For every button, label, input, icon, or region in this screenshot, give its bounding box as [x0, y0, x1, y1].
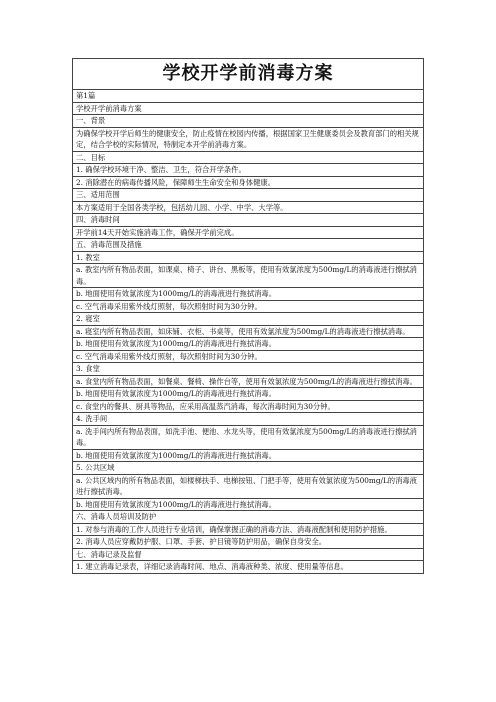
document-line: 三、适用范围 [73, 189, 423, 202]
document-line: b. 地面使用有效氯浓度为1000mg/L的消毒液进行拖拭消毒。 [73, 338, 423, 351]
document-line: a. 洗手间内所有物品表面，如洗手池、便池、水龙头等，使用有效氯浓度为500mg/L的消毒液进行擦拭消毒。 [73, 426, 423, 450]
document-line: 本方案适用于全国各类学校，包括幼儿园、小学、中学、大学等。 [73, 202, 423, 215]
document-line: 3. 食堂 [73, 363, 423, 376]
document-line: 一、背景 [73, 115, 423, 128]
document-table [72, 58, 424, 574]
document-line: b. 地面使用有效氯浓度为1000mg/L的消毒液进行拖拭消毒。 [73, 450, 423, 463]
document-title: 学校开学前消毒方案 [73, 59, 423, 90]
document-line: a. 公共区域内的所有物品表面，如楼梯扶手、电梯按钮、门把手等，使用有效氯浓度为500mg/L的消毒液进行擦拭消毒。 [73, 475, 423, 499]
document-line: 1. 建立消毒记录表，详细记录消毒时间、地点、消毒液种类、浓度、使用量等信息。 [76, 562, 348, 571]
document-line: 二、目标 [73, 152, 423, 165]
document-line: a. 寝室内所有物品表面，如床铺、衣柜、书桌等，使用有效氯浓度为500mg/L的消毒液进行擦拭消毒。 [73, 326, 423, 339]
document-line: 5. 公共区域 [73, 462, 423, 475]
document-line: 2. 消除潜在的病毒传播风险，保障师生生命安全和身体健康。 [73, 177, 423, 190]
document-line: 1. 教室 [73, 252, 423, 265]
document-line: a. 食堂内所有物品表面，如餐桌、餐椅、操作台等，使用有效氯浓度为500mg/L的消毒液进行擦拭消毒。 [73, 376, 423, 389]
document-line: c. 空气消毒采用紫外线灯照射，每次照射时间为30分钟。 [73, 351, 423, 364]
document-line: 1. 对参与消毒的工作人员进行专业培训，确保掌握正确的消毒方法、消毒液配制和使用防护措施。 [73, 524, 423, 537]
document-line: c. 食堂内的餐具、厨具等物品，应采用高温蒸汽消毒，每次消毒时间为30分钟。 [73, 401, 423, 414]
document-line: 2. 寝室 [73, 313, 423, 326]
document-body [73, 90, 423, 573]
document-line: b. 地面使用有效氯浓度为1000mg/L的消毒液进行拖拭消毒。 [73, 288, 423, 301]
document-line: 学校开学前消毒方案 [73, 103, 423, 116]
document-line: 4. 洗手间 [73, 413, 423, 426]
document-line: 为确保学校开学后师生的健康安全，防止疫情在校园内传播，根据国家卫生健康委员会及教育部门的相关规定，结合学校的实际情况，特制定本开学前消毒方案。 [73, 128, 423, 152]
document-line: c. 空气消毒采用紫外线灯照射，每次照射时间为30分钟。 [73, 301, 423, 314]
document-line: 开学前14天开始实施消毒工作，确保开学前完成。 [73, 227, 423, 240]
document-line: 四、消毒时间 [73, 214, 423, 227]
document-line: 第1篇 [73, 90, 423, 103]
document-line: a. 教室内所有物品表面，如课桌、椅子、讲台、黑板等，使用有效氯浓度为500mg/L的消毒液进行擦拭消毒。 [73, 264, 423, 288]
document-line: 1. 确保学校环境干净、整洁、卫生，符合开学条件。 [73, 164, 423, 177]
document-line: 五、消毒范围及措施 [73, 239, 423, 252]
document-line: 六、消毒人员培训及防护 [73, 511, 423, 524]
document-line: 七、消毒记录及监督 [73, 549, 423, 562]
document-line: b. 地面使用有效氯浓度为1000mg/L的消毒液进行拖拭消毒。 [73, 499, 423, 512]
document-line: b. 地面使用有效氯浓度为1000mg/L的消毒液进行拖拭消毒。 [73, 388, 423, 401]
document-line: 2. 消毒人员应穿戴防护服、口罩、手套、护目镜等防护用品，确保自身安全。 [73, 536, 423, 549]
